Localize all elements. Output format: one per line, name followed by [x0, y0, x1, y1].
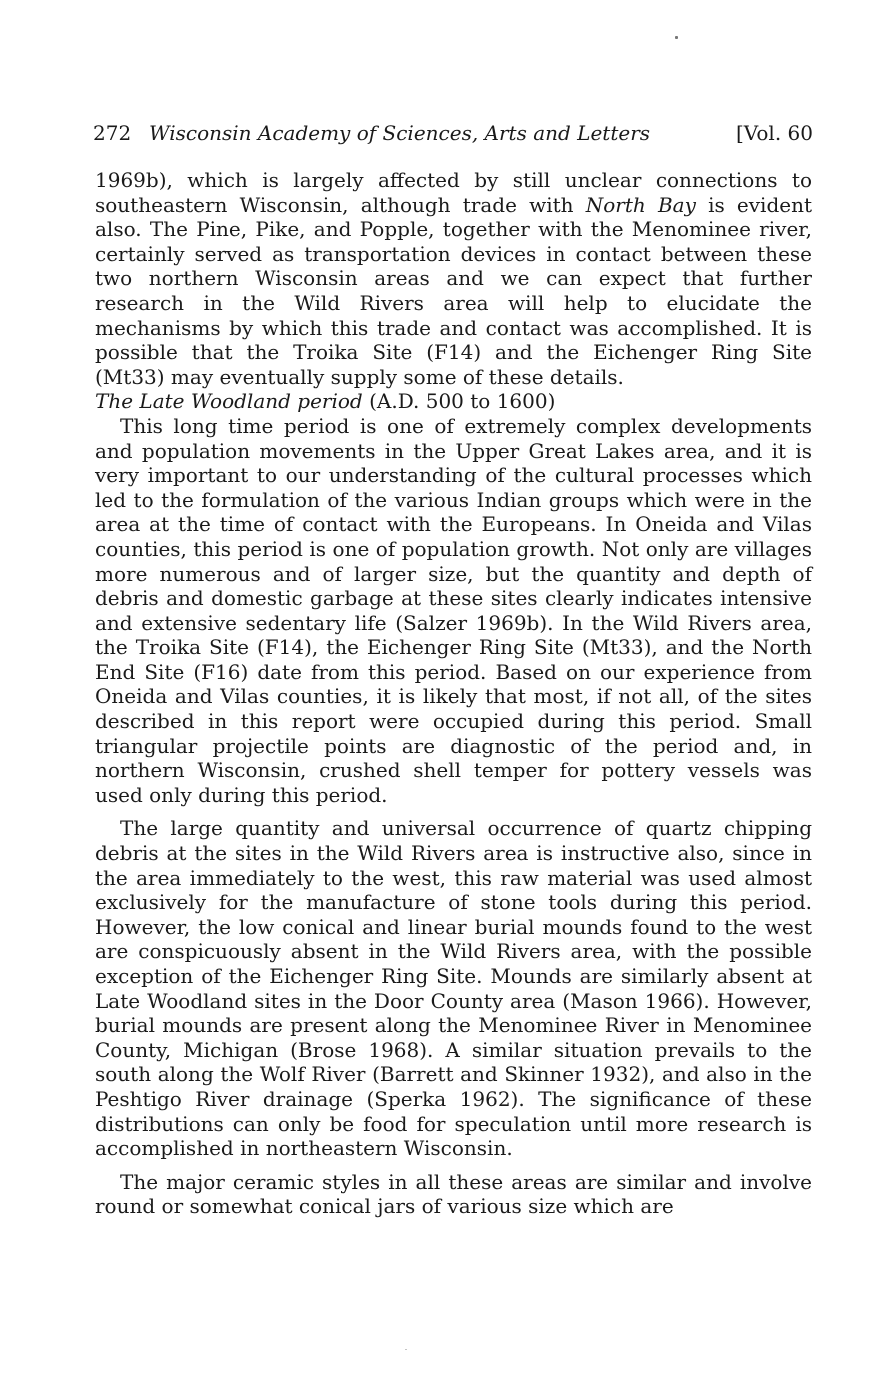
page-number: 272 [93, 121, 132, 145]
section-title: The Late Woodland period [95, 389, 363, 414]
section-heading [95, 389, 812, 414]
section-dates: (A.D. 500 to 1600) [362, 389, 556, 414]
paragraph-text: is evident also. The Pine, Pike, and Popple, together with the Menominee river, certainly served as transportation devices in contact between these two northern Wisconsin areas and we can expect that further research in the Wild Rivers area will help to elucidate the mechanisms by which this trade and contact was accomplished. It is possible that the Troika Site (F14) and the Eichenger Ring Site (Mt33) may eventually supply some of these details. [95, 192, 813, 389]
article-body [95, 168, 812, 1219]
paragraph-late-woodland: This long time period is one of extremely complex developments and population movements in the Upper Great Lakes area, and it is very important to our understanding of the cultural processes which led to the formulation of the various Indian groups which were in the area at the time of contact with the Europeans. In Oneida and Vilas counties, this period is one of population growth. Not only are villages more numerous and of larger size, but the quantity and depth of debris and domestic garbage at these sites clearly indicates intensive and extensive sedentary life (Salzer 1969b). In the Wild Rivers area, the Troika Site (F14), the Eichenger Ring Site (Mt33), and the North End Site (F16) date from this period. Based on our experience from Oneida and Vilas counties, it is likely that most, if not all, of the sites described in this report were occupied during this period. Small triangular projectile points are diagnostic of the period and, in northern Wisconsin, crushed shell temper for pottery vessels was used only during this period. [95, 413, 812, 807]
place-name: North Bay [585, 192, 696, 217]
paragraph-ceramic-styles: The major ceramic styles in all these areas are similar and involve round or somewhat conical jars of various size which are [95, 1169, 812, 1219]
scan-speck [675, 36, 678, 39]
paragraph-continued [95, 168, 812, 389]
journal-title: Wisconsin Academy of Sciences, Arts and Letters [149, 121, 651, 145]
scan-speck [405, 1349, 407, 1350]
volume-label: [Vol. 60 [735, 121, 813, 145]
paragraph-quartz-debris: The large quantity and universal occurrence of quartz chipping debris at the sites in the Wild Rivers area is instructive also, since in the area immediately to the west, this raw material was used almost exclusively for the manufacture of stone tools during this period. However, the low conical and linear burial mounds found to the west are conspicuously absent in the Wild Rivers area, with the possible exception of the Eichenger Ring Site. Mounds are similarly absent at Late Woodland sites in the Door County area (Mason 1966). However, burial mounds are present along the Menominee River in Menominee County, Michigan (Brose 1968). A similar situation prevails to the south along the Wolf River (Barrett and Skinner 1932), and also in the Peshtigo River drainage (Sperka 1962). The significance of these distributions can only be food for speculation until more research is accomplished in northeastern Wisconsin. [95, 816, 812, 1161]
paragraph-text: 1969b), which is largely affected by still unclear connections to southeastern Wisconsin, although trade with [95, 168, 812, 217]
